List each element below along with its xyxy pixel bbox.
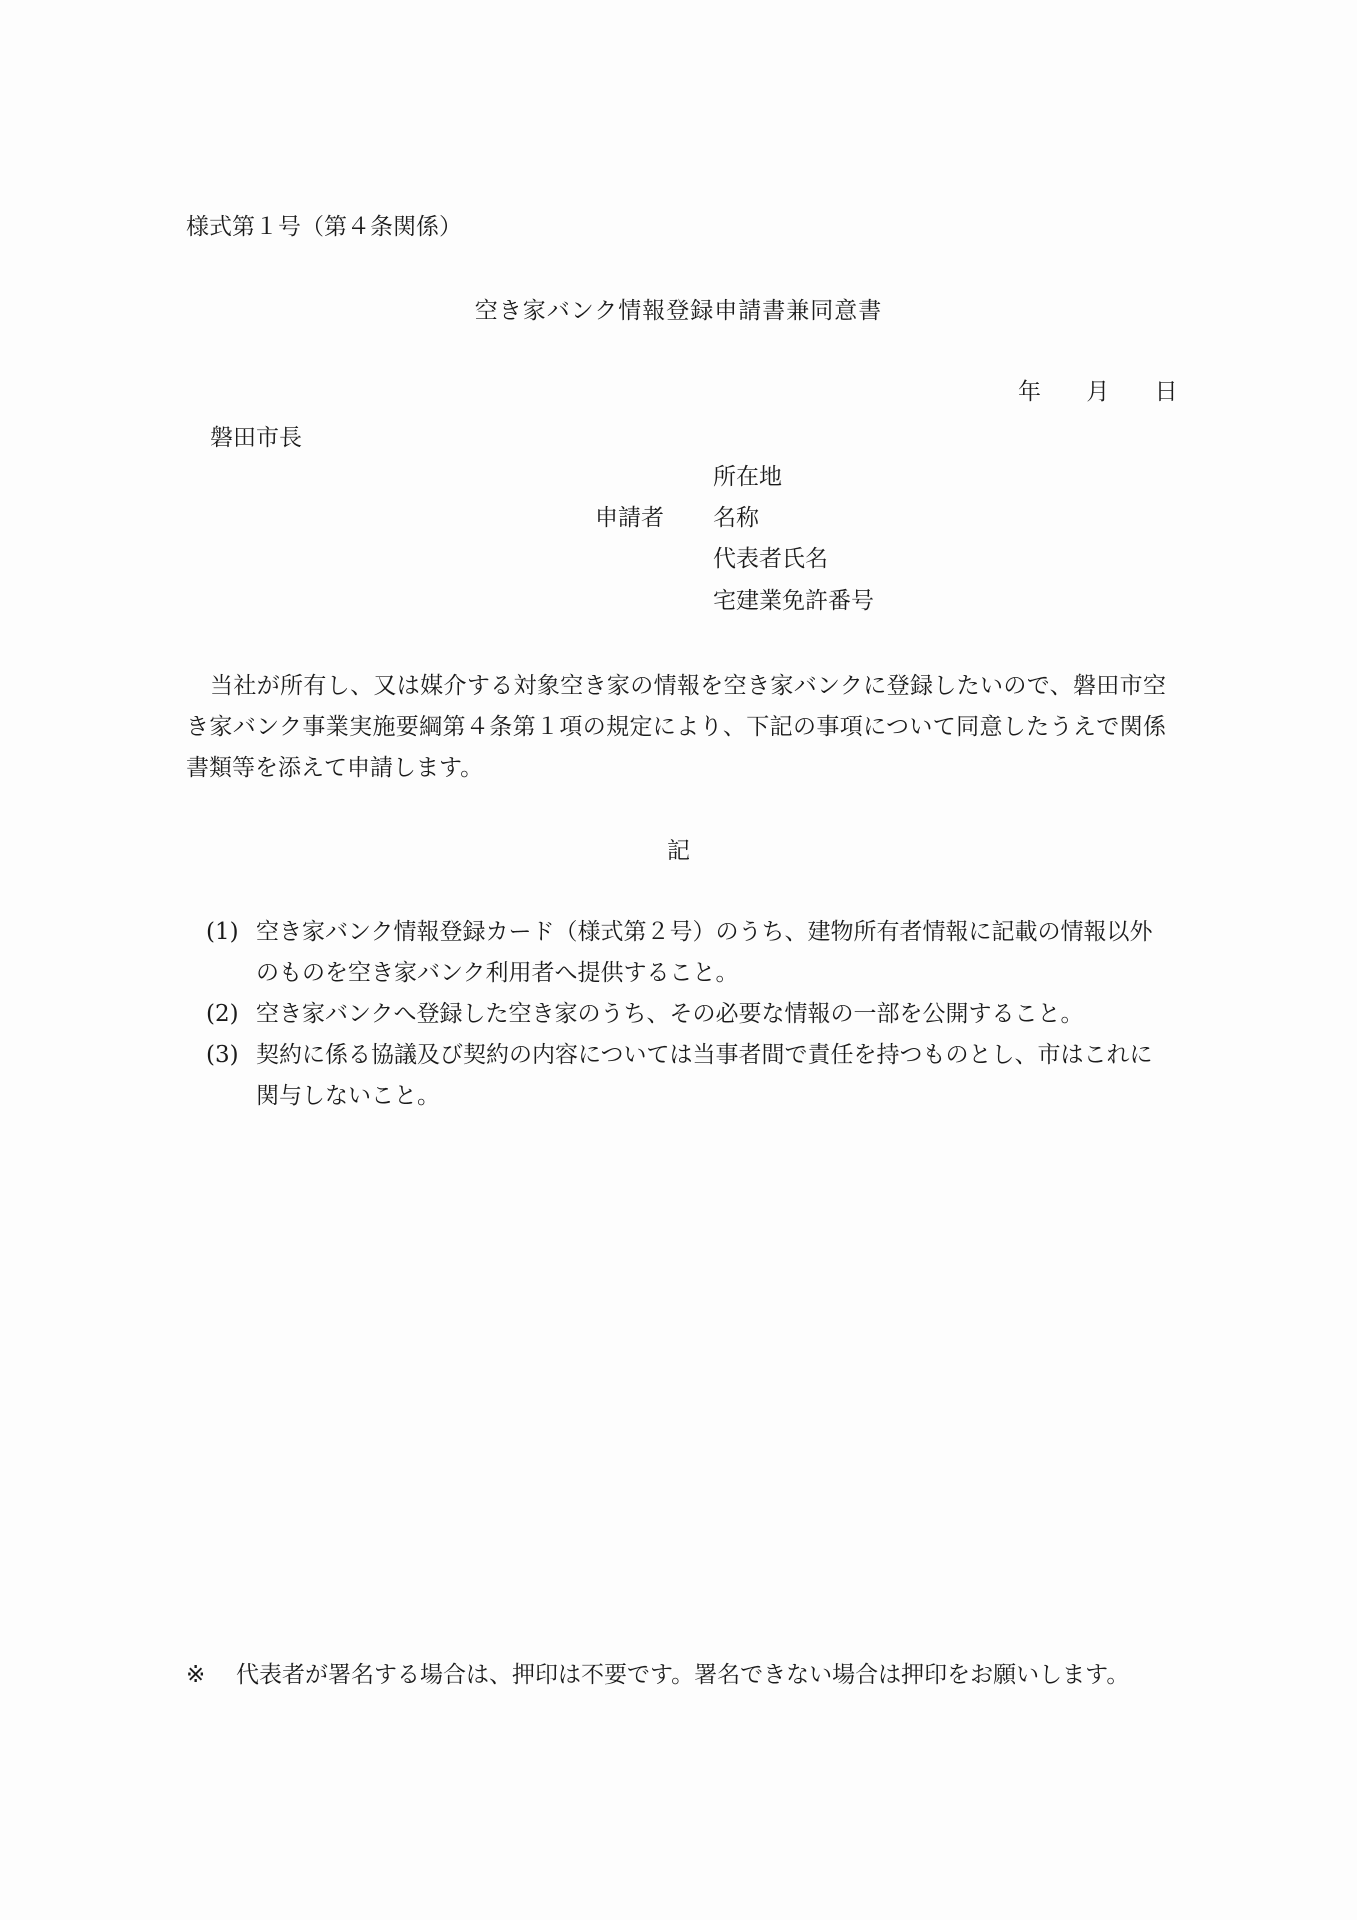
form-number: 様式第１号（第４条関係） — [186, 214, 462, 240]
note-text: 代表者が署名する場合は、押印は不要です。署名できない場合は押印をお願いします。 — [236, 1662, 1130, 1688]
consent-item — [206, 1035, 1168, 1117]
application-statement: 当社が所有し、又は媒介する対象空き家の情報を空き家バンクに登録したいので、磐田市空き家バンク事業実施要綱第４条第１項の規定により、下記の事項について同意したうえで関係書類等を添えて申請します。 — [186, 673, 1166, 781]
applicant-label: 申請者 — [595, 505, 664, 531]
consent-item — [206, 912, 1168, 994]
applicant-field-address: 所在地 — [713, 464, 782, 490]
addressee: 磐田市長 — [210, 425, 302, 451]
consent-item-text: 契約に係る協議及び契約の内容については当事者間で責任を持つものとし、市はこれに関与しないこと。 — [256, 1042, 1153, 1109]
date-year: 年 — [1018, 379, 1041, 405]
consent-item-number: (3) — [206, 1042, 239, 1068]
consent-item-number: (1) — [206, 919, 239, 945]
date-line — [1018, 381, 1178, 404]
consent-items-list — [206, 912, 1168, 1117]
document-title: 空き家バンク情報登録申請書兼同意書 — [474, 298, 883, 324]
consent-item — [206, 994, 1168, 1035]
note-mark: ※ — [186, 1662, 206, 1688]
consent-item-text: 空き家バンク情報登録カード（様式第２号）のうち、建物所有者情報に記載の情報以外のものを空き家バンク利用者へ提供すること。 — [256, 919, 1153, 986]
date-day: 日 — [1154, 379, 1178, 405]
consent-item-number: (2) — [206, 1001, 239, 1027]
consent-item-text: 空き家バンクへ登録した空き家のうち、その必要な情報の一部を公開すること。 — [256, 1001, 1084, 1027]
applicant-field-representative: 代表者氏名 — [713, 546, 828, 572]
date-month: 月 — [1086, 379, 1110, 405]
ki-heading: 記 — [667, 838, 690, 864]
footnote — [186, 1664, 1129, 1687]
applicant-field-license-number: 宅建業免許番号 — [713, 588, 874, 614]
applicant-field-name: 名称 — [713, 505, 759, 531]
